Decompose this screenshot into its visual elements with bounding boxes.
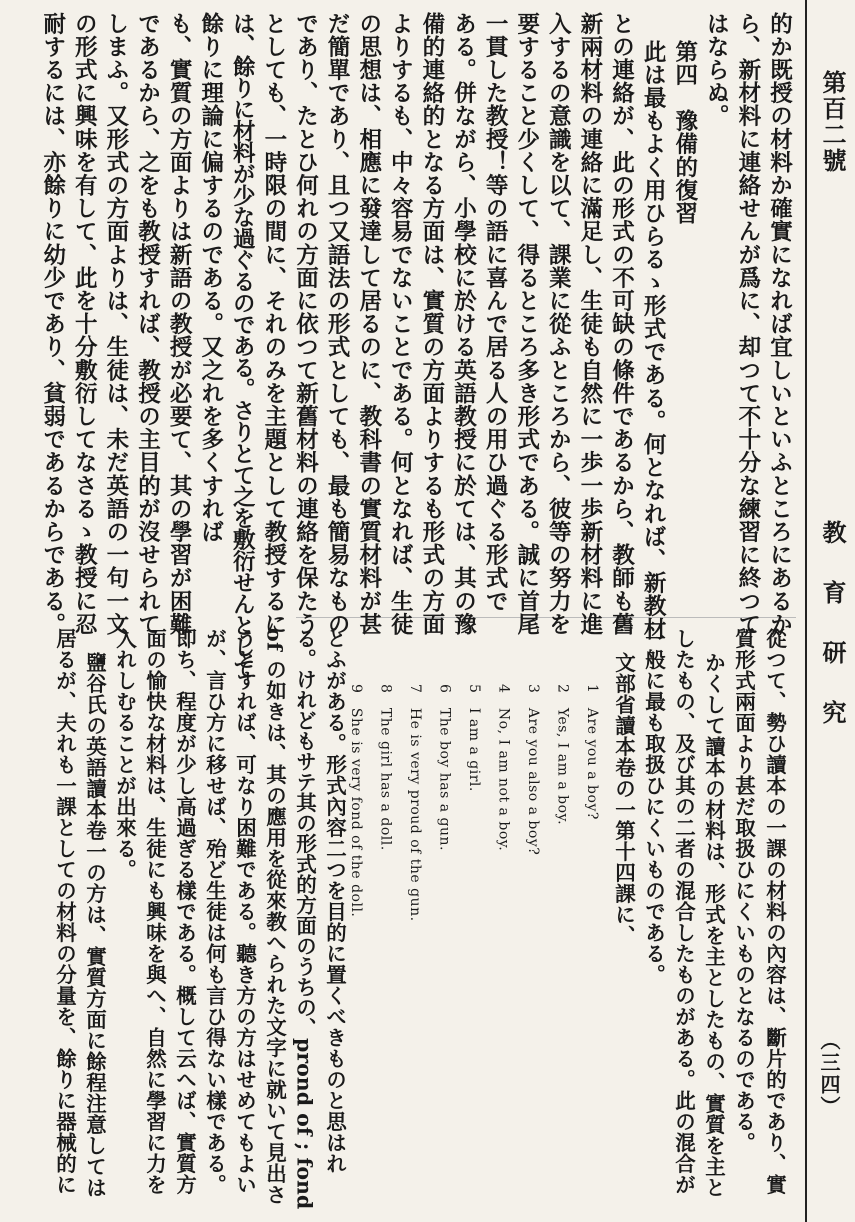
upper-text-column: 耐するには、亦餘りに幼少であり、貧弱であるからである。 bbox=[39, 12, 66, 636]
lower-text-column: とふがある。形式內容二つを目的に置くべきものと思はれ bbox=[322, 628, 347, 1174]
upper-text-column: の形式に興味を有して、此を十分敷衍してなさるゝ教授に忍 bbox=[71, 12, 98, 636]
lower-text-column: 質形式兩面より甚だ取扱ひにくいものとなるのである。 bbox=[731, 628, 756, 1153]
lower-text-column: 鹽谷氏の英語讀本卷一の方は、實質方面に餘程注意しては bbox=[82, 652, 107, 1198]
lower-text-column: 入れしむることが出來る。 bbox=[112, 628, 137, 880]
upper-text-column: ある。併ながら、小學校に於ける英語教授に於ては、其の豫 bbox=[450, 12, 477, 636]
lower-text-column: 文部省讀本卷の一第十四課に、 bbox=[611, 652, 636, 946]
english-example-line: 6 The boy has a gun. bbox=[436, 684, 453, 851]
upper-text-column: であるから、之をも教授すれば、教授の主目的が沒せられて bbox=[134, 12, 161, 636]
upper-text-column: の思想は、相應に發達して居るのに、教科書の實質材料が甚 bbox=[355, 12, 382, 636]
english-example-line: 2 Yes, I am a boy. bbox=[554, 684, 571, 826]
section-heading: 第四 豫備的復習 bbox=[671, 40, 698, 225]
upper-text-column: 一貫した教授！等の語に喜んで居る人の用ひ過ぐる形式で bbox=[482, 12, 509, 613]
upper-text-column: は、餘りに材料が少な過ぐるのである。さりとて之を敷衍せんとして bbox=[229, 12, 256, 679]
upper-text-column: との連絡が、此の形式の不可缺の條件であるから、教師も舊 bbox=[608, 12, 635, 636]
lower-text-column: of の如きは、其の應用を從來教へられた文字に就いて見出さ bbox=[262, 628, 287, 1206]
lower-text-column: 面の愉快な材料は、生徒にも興味を與へ、自然に學習に力を bbox=[142, 628, 167, 1195]
lower-text-column: うとすれば、可なり困難である。聽き方の方はせめてもよい bbox=[232, 628, 257, 1195]
english-example-line: 4 No, I am not a boy. bbox=[495, 684, 512, 852]
english-example-line: 3 Are you also a boy? bbox=[525, 684, 541, 856]
issue-number: 第百二號 bbox=[818, 70, 847, 174]
upper-text-column: よりするも、中々容易でないことである。何となれば、生徒 bbox=[387, 12, 414, 636]
lower-text-column: 一般に最も取扱ひにくいものである。 bbox=[641, 628, 666, 985]
upper-text-column: ら、新材料に連絡せんが爲に、却つて不十分な練習に終つて bbox=[734, 12, 761, 636]
english-example-line: 9 She is very fond of the doll. bbox=[348, 684, 364, 918]
english-example-line: 7 He is very proud of the gun. bbox=[407, 684, 423, 922]
lower-text-column: る。けれどもサテ其の形式的方面のうちの、prond of ; fond bbox=[292, 628, 317, 1210]
upper-text-column: しまふ。又形式の方面よりは、生徒は、未だ英語の一句一文 bbox=[102, 12, 129, 636]
upper-text-column: 新兩材料の連絡に滿足し、生徒も自然に一歩一歩新材料に進 bbox=[576, 12, 603, 636]
lower-text-column: 從つて、勢ひ讀本の一課の材料の內容は、斷片的であり、實 bbox=[762, 628, 787, 1195]
lower-text-column: 即ち、程度が少し高過ぎる樣である。概して云へば、實質方 bbox=[172, 628, 197, 1195]
upper-text-column: 的か既授の材料か確實になれば宜しいといふところにあるか bbox=[766, 12, 793, 636]
upper-text-column: 備的連絡的となる方面は、實質の方面よりするも形式の方面 bbox=[418, 12, 445, 636]
upper-text-column: としても、一時限の間に、それのみを主題として教授するに bbox=[260, 12, 287, 636]
upper-text-column: 入するの意識を以て、課業に從ふところから、彼等の努力を bbox=[545, 12, 572, 636]
upper-text-column: も、實質の方面よりは新語の教授が必要て、其の學習が困難 bbox=[166, 12, 193, 636]
lower-text-column: かくして讀本の材料は、形式を主としたもの、實質を主と bbox=[701, 652, 726, 1198]
lower-text-column: 居るが、夫れも一課としての材料の分量を、餘りに器械的に bbox=[52, 628, 77, 1195]
upper-text-column: であり、たとひ何れの方面に依つて新舊材料の連絡を保たう bbox=[292, 12, 319, 636]
upper-text-column: 此は最もよく用ひらるゝ形式である。何となれば、新教材 bbox=[640, 40, 667, 641]
upper-text-column: 要すること少くして、得るところ多き形式である。誠に首尾 bbox=[513, 12, 540, 636]
header-rule bbox=[805, 0, 807, 1222]
lower-text-column: したもの、及び其の二者の混合したものがある。此の混合が bbox=[671, 628, 696, 1195]
journal-title: 教 育 研 究 bbox=[818, 520, 847, 730]
english-example-line: 1 Are you a boy? bbox=[584, 684, 600, 820]
english-example-line: 8 The girl has a doll. bbox=[377, 684, 394, 851]
page-number: （三四） bbox=[817, 1030, 841, 1118]
upper-text-column: はならぬ。 bbox=[703, 12, 730, 128]
english-example-line: 5 I am a girl. bbox=[466, 684, 482, 792]
upper-text-column: だ簡單であり、且つ又語法の形式としても、最も簡易なもの bbox=[324, 12, 351, 636]
upper-text-column: 餘りに理論に偏するのである。又之れを多くすれば bbox=[197, 12, 224, 544]
lower-text-column: が、言ひ方に移せば、殆ど生徒は何も言ひ得ない樣である。 bbox=[202, 628, 227, 1195]
